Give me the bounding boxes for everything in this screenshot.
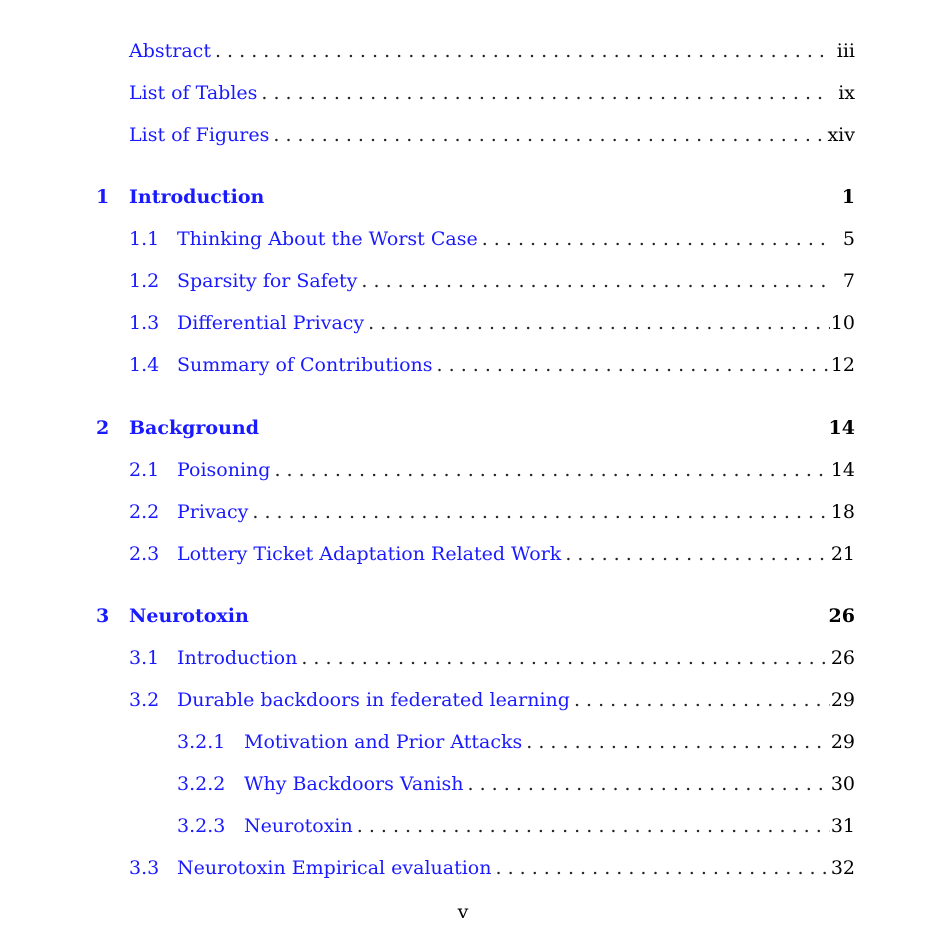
toc-page-number: 32 [830,857,855,879]
toc-section-3-2[interactable] [0,685,926,715]
toc-link-privacy[interactable]: Privacy [177,501,249,523]
toc-link-differential-privacy[interactable]: Differential Privacy [177,312,365,334]
toc-page-number: 29 [830,731,855,753]
toc-section-1-3[interactable] [0,308,926,338]
toc-link-neurotoxin-subsection[interactable]: Neurotoxin [244,815,353,837]
toc-page-number: 26 [830,647,855,669]
toc-entry-title [244,769,830,799]
toc-page-number: 14 [830,459,855,481]
toc-entry-title [177,643,830,673]
toc-chapter-number: 3 [96,605,110,627]
toc-entry-title [129,120,830,150]
toc-section-number: 1.3 [129,312,160,334]
toc-entry-title [177,497,830,527]
toc-section-2-1[interactable] [0,455,926,485]
toc-subsection-3-2-1[interactable] [0,727,926,757]
dot-leader [274,455,830,485]
toc-section-2-3[interactable] [0,539,926,569]
toc-section-2-2[interactable] [0,497,926,527]
toc-page-number: xiv [827,124,855,146]
toc-link-motivation-and-prior-attacks[interactable]: Motivation and Prior Attacks [244,731,523,753]
toc-page-number: 14 [828,417,855,439]
toc-chapter-2[interactable] [0,413,926,443]
dot-leader [261,78,830,108]
toc-section-1-2[interactable] [0,266,926,296]
toc-link-poisoning[interactable]: Poisoning [177,459,271,481]
toc-section-number: 3.3 [129,857,160,879]
dot-leader [273,120,830,150]
toc-entry-title [177,455,830,485]
toc-entry-title [177,539,830,569]
toc-page-number: 26 [828,605,855,627]
dot-leader [368,308,830,338]
toc-link-thinking-about-the-worst-case[interactable]: Thinking About the Worst Case [177,228,478,250]
dot-leader [215,36,830,66]
toc-link-summary-of-contributions[interactable]: Summary of Contributions [177,354,433,376]
toc-subsection-number: 3.2.3 [177,815,226,837]
toc-page-number: 29 [830,689,855,711]
toc-entry-title [129,601,855,631]
toc-entry-title [177,685,830,715]
toc-page-number: 21 [830,543,855,565]
toc-section-number: 2.2 [129,501,160,523]
toc-section-number: 1.1 [129,228,160,250]
toc-page-number: 1 [841,186,855,208]
toc-entry-title [129,413,855,443]
toc-link-abstract[interactable]: Abstract [129,40,211,62]
toc-subsection-number: 3.2.1 [177,731,226,753]
toc-link-neurotoxin-chapter[interactable]: Neurotoxin [129,605,249,627]
dot-leader [468,769,830,799]
footer-page-number: v [457,901,469,923]
toc-entry-title [177,853,830,883]
toc-chapter-number: 1 [96,186,110,208]
dot-leader [574,685,830,715]
toc-section-3-3[interactable] [0,853,926,883]
toc-entry-title [129,182,855,212]
toc-page-number: 10 [830,312,855,334]
dot-leader [361,266,830,296]
toc-link-sparsity-for-safety[interactable]: Sparsity for Safety [177,270,358,292]
page-footer [0,898,926,926]
toc-section-number: 2.1 [129,459,160,481]
toc-chapter-1[interactable] [0,182,926,212]
toc-link-why-backdoors-vanish[interactable]: Why Backdoors Vanish [244,773,464,795]
toc-link-list-of-tables[interactable]: List of Tables [129,82,258,104]
toc-entry-title [129,78,830,108]
toc-page-number: 30 [830,773,855,795]
toc-page-number: 5 [842,228,855,250]
toc-entry-title [177,266,830,296]
toc-entry-abstract[interactable] [0,36,926,66]
toc-page-number: 12 [830,354,855,376]
toc-link-lottery-ticket-adaptation-related-work[interactable]: Lottery Ticket Adaptation Related Work [177,543,562,565]
toc-page-number: 31 [830,815,855,837]
toc-section-1-1[interactable] [0,224,926,254]
toc-subsection-3-2-3[interactable] [0,811,926,841]
toc-section-number: 3.1 [129,647,160,669]
toc-subsection-number: 3.2.2 [177,773,226,795]
toc-page-number: 7 [842,270,855,292]
toc-section-number: 1.4 [129,354,160,376]
toc-link-durable-backdoors-in-federated-learning[interactable]: Durable backdoors in federated learning [177,689,570,711]
toc-page-number: iii [836,40,855,62]
toc-section-number: 1.2 [129,270,160,292]
toc-section-3-1[interactable] [0,643,926,673]
toc-link-background[interactable]: Background [129,417,259,439]
dot-leader [437,350,830,380]
toc-entry-list-of-figures[interactable] [0,120,926,150]
toc-section-1-4[interactable] [0,350,926,380]
toc-chapter-3[interactable] [0,601,926,631]
toc-link-list-of-figures[interactable]: List of Figures [129,124,270,146]
toc-entry-title [177,350,830,380]
dot-leader [301,643,830,673]
toc-entry-title [177,308,830,338]
toc-page-number: 18 [830,501,855,523]
toc-link-introduction-3-1[interactable]: Introduction [177,647,298,669]
toc-entry-title [244,811,830,841]
dot-leader [482,224,830,254]
dot-leader [252,497,830,527]
toc-subsection-3-2-2[interactable] [0,769,926,799]
dot-leader [495,853,830,883]
toc-chapter-number: 2 [96,417,110,439]
toc-section-number: 2.3 [129,543,160,565]
toc-page-number: ix [838,82,855,104]
toc-section-number: 3.2 [129,689,160,711]
dot-leader [526,727,830,757]
toc-link-neurotoxin-empirical-evaluation[interactable]: Neurotoxin Empirical evaluation [177,857,492,879]
toc-entry-title [129,36,830,66]
dot-leader [565,539,830,569]
toc-link-introduction[interactable]: Introduction [129,186,265,208]
toc-entry-title [177,224,830,254]
toc-entry-title [244,727,830,757]
toc-entry-list-of-tables[interactable] [0,78,926,108]
dot-leader [357,811,830,841]
